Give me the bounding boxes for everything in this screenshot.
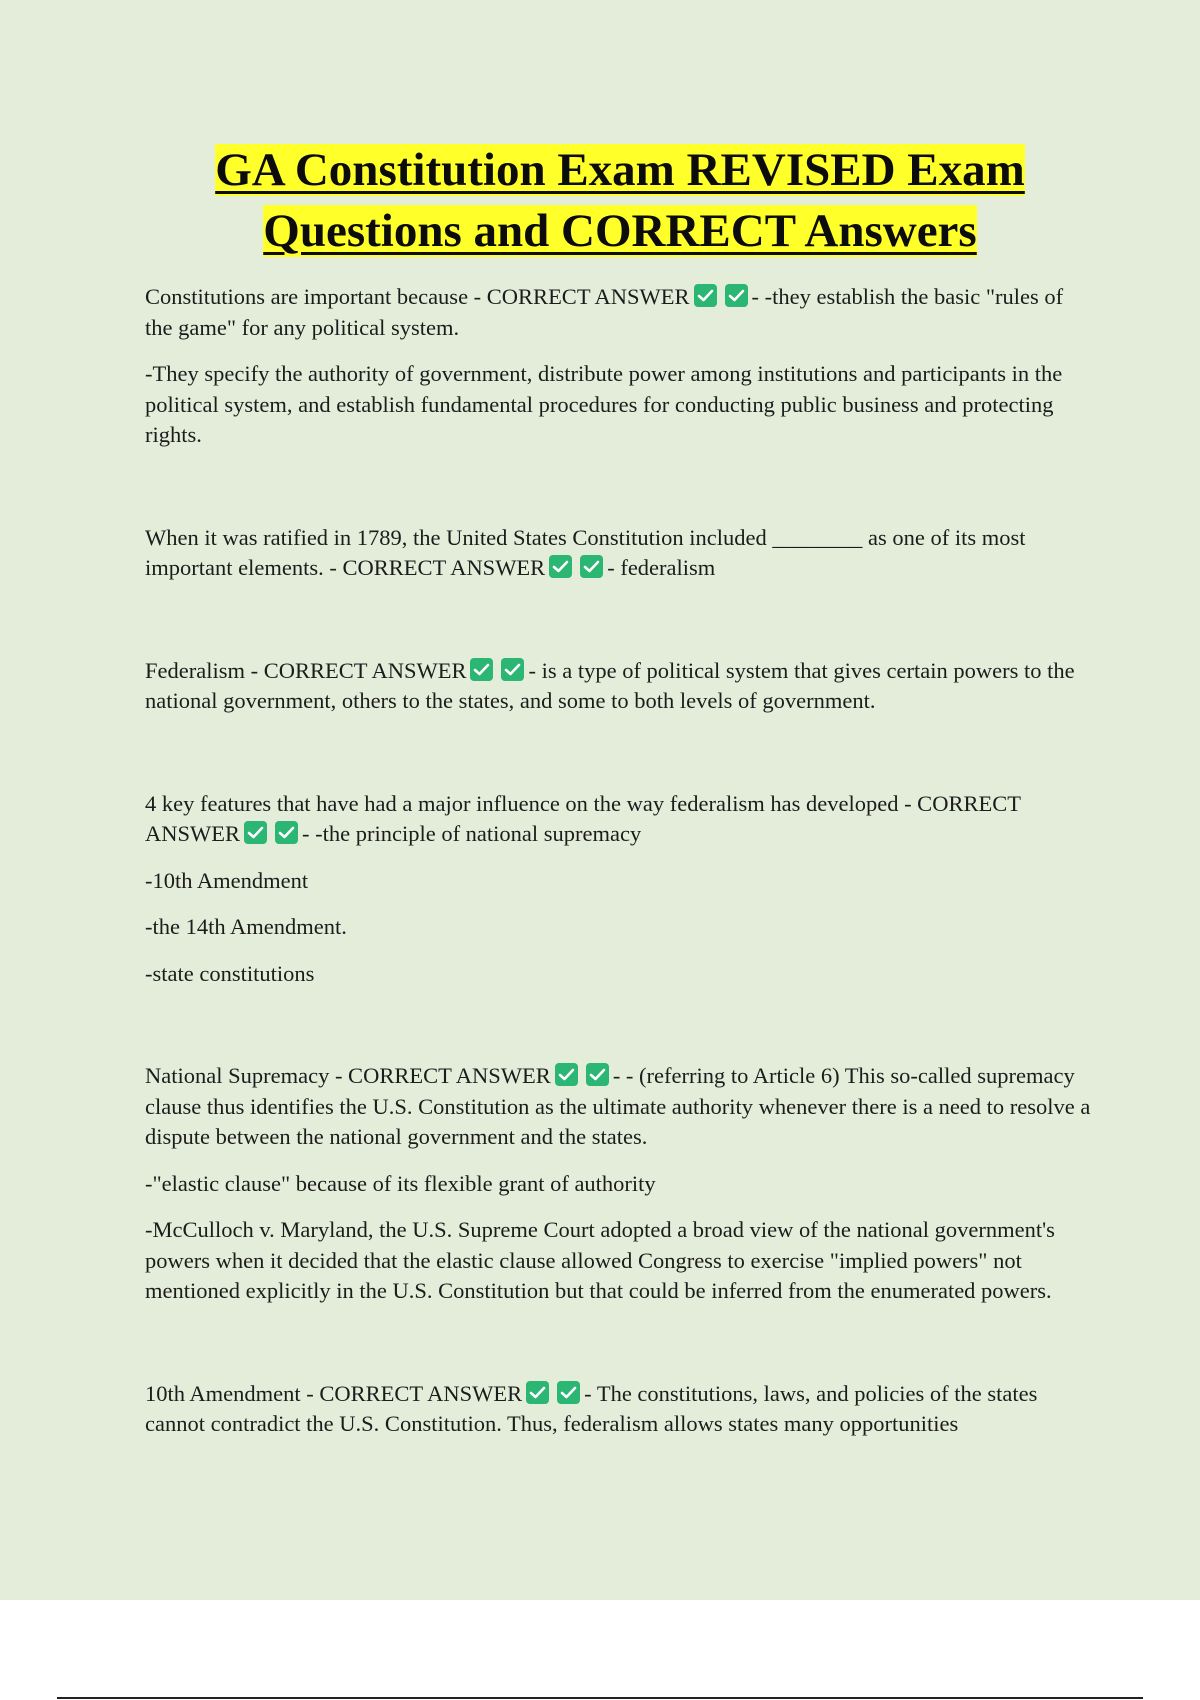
- check-box-icon: [275, 821, 298, 844]
- check-box-icon: [694, 284, 717, 307]
- check-box-icon: [725, 284, 748, 307]
- answer-extra-line: -10th Amendment: [145, 867, 309, 893]
- answer-text: - -they establish the basic "rules of the game" for any political system.: [145, 284, 1064, 340]
- question-text: Constitutions are important because - CORRECT ANSWER: [145, 284, 690, 309]
- qa-item: [145, 656, 1095, 717]
- question-text: 10th Amendment - CORRECT ANSWER: [145, 1380, 523, 1406]
- qa-first-paragraph: [145, 656, 1095, 717]
- check-box-icon: [555, 1063, 578, 1086]
- qa-item: [145, 789, 1095, 990]
- qa-item: [145, 523, 1095, 584]
- title-line-1: GA Constitution Exam REVISED Exam: [215, 144, 1025, 196]
- answer-extra-line: -"elastic clause" because of its flexible grant of authority: [145, 1170, 656, 1196]
- check-box-icon: [244, 821, 267, 844]
- qa-first-paragraph: [145, 282, 1095, 343]
- document-title: [100, 140, 1140, 262]
- qa-list: [145, 282, 1095, 1456]
- question-text: 4 key features that have had a major influence on the way federalism has developed - CORRECT ANSWER: [145, 790, 1021, 846]
- answer-text: - The constitutions, laws, and policies of the states cannot contradict the U.S. Constitution. Thus, federalism allows states many opportunities: [145, 1380, 1038, 1436]
- answer-extra-line: -McCulloch v. Maryland, the U.S. Supreme Court adopted a broad view of the national government's powers when it decided that the elastic clause allowed Congress to exercise "implied powers" not mentioned explicitly in the U.S. Constitution but that could be inferred from the enumerated powers.: [145, 1217, 1055, 1303]
- qa-item: [145, 1061, 1095, 1307]
- footer-divider: [57, 1697, 1143, 1699]
- question-text: When it was ratified in 1789, the United States Constitution included ________ as one of its most important elements. - CORRECT ANSWER: [145, 524, 1026, 580]
- check-box-icon: [580, 555, 603, 578]
- title-line-2: Questions and CORRECT Answers: [263, 205, 977, 257]
- answer-text: - federalism: [607, 555, 716, 580]
- qa-first-paragraph: [145, 789, 1095, 850]
- qa-item: [145, 1379, 1095, 1440]
- check-box-icon: [557, 1381, 580, 1404]
- question-text: Federalism - CORRECT ANSWER: [145, 657, 467, 683]
- check-box-icon: [526, 1381, 549, 1404]
- check-box-icon: [586, 1063, 609, 1086]
- answer-text: - -the principle of national supremacy: [302, 821, 642, 846]
- qa-first-paragraph: [145, 523, 1095, 584]
- answer-extra-line: -the 14th Amendment.: [145, 914, 347, 939]
- qa-first-paragraph: [145, 1379, 1095, 1440]
- answer-extra-line: -state constitutions: [145, 960, 315, 986]
- answer-text: - - (referring to Article 6) This so-called supremacy clause thus identifies the U.S. Constitution as the ultimate authority whenever there is a need to resolve a dispute between the national government and the states.: [145, 1063, 1091, 1149]
- check-box-icon: [501, 658, 524, 681]
- question-text: National Supremacy - CORRECT ANSWER: [145, 1063, 551, 1088]
- qa-first-paragraph: [145, 1061, 1095, 1153]
- check-box-icon: [470, 658, 493, 681]
- answer-text: - is a type of political system that gives certain powers to the national government, others to the states, and some to both levels of government.: [145, 657, 1075, 713]
- check-box-icon: [549, 555, 572, 578]
- qa-item: [145, 282, 1095, 451]
- answer-extra-line: -They specify the authority of government, distribute power among institutions and participants in the political system, and establish fundamental procedures for conducting public business and protecting rights.: [145, 361, 1063, 447]
